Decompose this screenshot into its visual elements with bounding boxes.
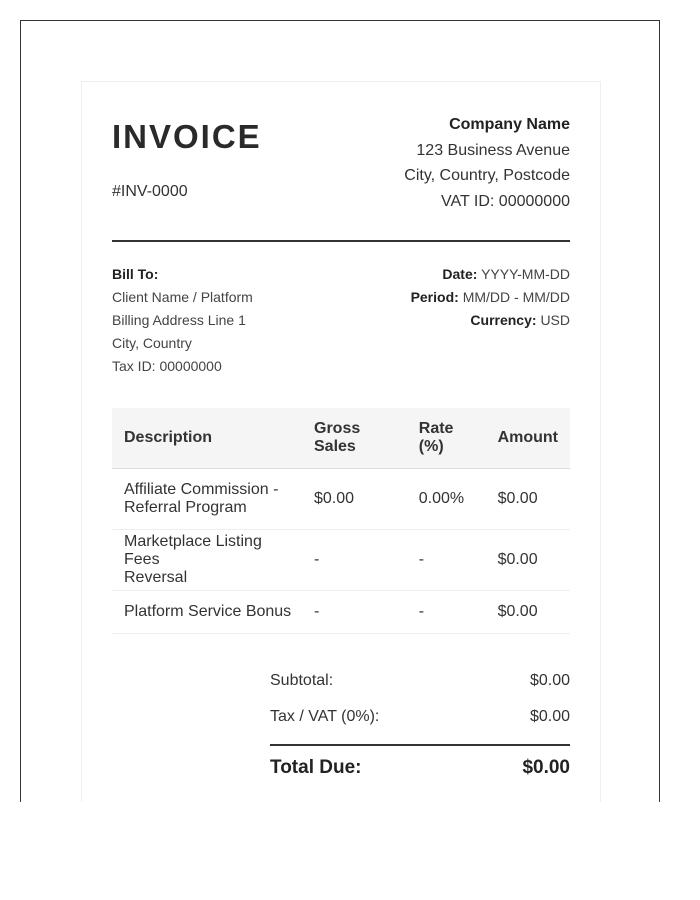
header-rate-line-2: (%) <box>418 438 444 455</box>
company-name: Company Name <box>449 116 570 133</box>
meta-currency-label: Currency: <box>470 312 537 328</box>
meta-period <box>411 289 570 312</box>
row-description-line-1: Marketplace Listing Fees <box>124 533 262 568</box>
bill-to-tax-id: Tax ID: 00000000 <box>112 358 222 374</box>
invoice-meta-block <box>411 266 570 335</box>
row-rate: - <box>407 530 492 591</box>
table-row <box>112 530 570 591</box>
row-description-line-2: Referral Program <box>124 499 247 516</box>
row-description <box>112 530 310 591</box>
meta-period-label: Period: <box>410 289 459 305</box>
meta-currency-value: USD <box>540 312 570 328</box>
header-gross-line-1: Gross <box>314 420 361 437</box>
total-due-label: Total Due: <box>270 757 362 778</box>
bill-to-block <box>112 266 253 381</box>
invoice-number: #INV-0000 <box>112 183 188 200</box>
row-description <box>112 469 310 530</box>
invoice-title: INVOICE <box>112 118 262 155</box>
table-row <box>112 591 570 634</box>
row-rate: - <box>407 591 492 634</box>
company-vat-id: VAT ID: 00000000 <box>441 192 570 210</box>
total-due-value: $0.00 <box>522 757 570 778</box>
header-divider <box>112 240 570 242</box>
row-gross-sales: $0.00 <box>310 469 407 530</box>
header-amount: Amount <box>492 408 570 469</box>
row-rate: 0.00% <box>407 469 492 530</box>
subtotal-label: Subtotal: <box>270 672 334 689</box>
meta-date <box>411 266 570 289</box>
bill-to-label: Bill To: <box>112 266 159 282</box>
totals-block <box>270 672 570 779</box>
totals-divider <box>270 744 570 746</box>
row-gross-sales: - <box>310 530 407 591</box>
subtotal-value: $0.00 <box>529 672 570 689</box>
tax-label: Tax / VAT (0%): <box>270 708 380 725</box>
table-header-row <box>112 408 570 469</box>
row-description-line-2: Reversal <box>124 569 188 586</box>
row-amount: $0.00 <box>492 530 570 591</box>
meta-date-value: YYYY-MM-DD <box>481 266 570 282</box>
company-block <box>404 116 570 218</box>
tax-value: $0.00 <box>529 708 570 725</box>
meta-currency <box>411 312 570 335</box>
row-gross-sales: - <box>310 591 407 634</box>
row-amount: $0.00 <box>492 591 570 634</box>
header-description: Description <box>112 408 310 469</box>
total-due-row <box>270 757 570 779</box>
header-gross-sales <box>310 408 407 469</box>
subtotal-row <box>270 672 570 708</box>
header-rate <box>407 408 492 469</box>
header-rate-line-1: Rate <box>418 420 454 437</box>
table-row <box>112 469 570 530</box>
row-description-line-1: Affiliate Commission - <box>124 481 279 498</box>
header-gross-line-2: Sales <box>314 438 356 455</box>
bill-to-client: Client Name / Platform <box>112 289 253 305</box>
row-amount: $0.00 <box>492 469 570 530</box>
tax-row <box>270 708 570 744</box>
meta-period-value: MM/DD - MM/DD <box>462 289 570 305</box>
company-address-line-2: City, Country, Postcode <box>404 167 570 184</box>
line-items-table <box>112 408 570 634</box>
row-description: Platform Service Bonus <box>112 591 310 634</box>
company-address-line-1: 123 Business Avenue <box>416 141 570 159</box>
bill-to-city: City, Country <box>112 335 192 351</box>
meta-date-label: Date: <box>442 266 478 282</box>
bill-to-address: Billing Address Line 1 <box>112 312 246 328</box>
